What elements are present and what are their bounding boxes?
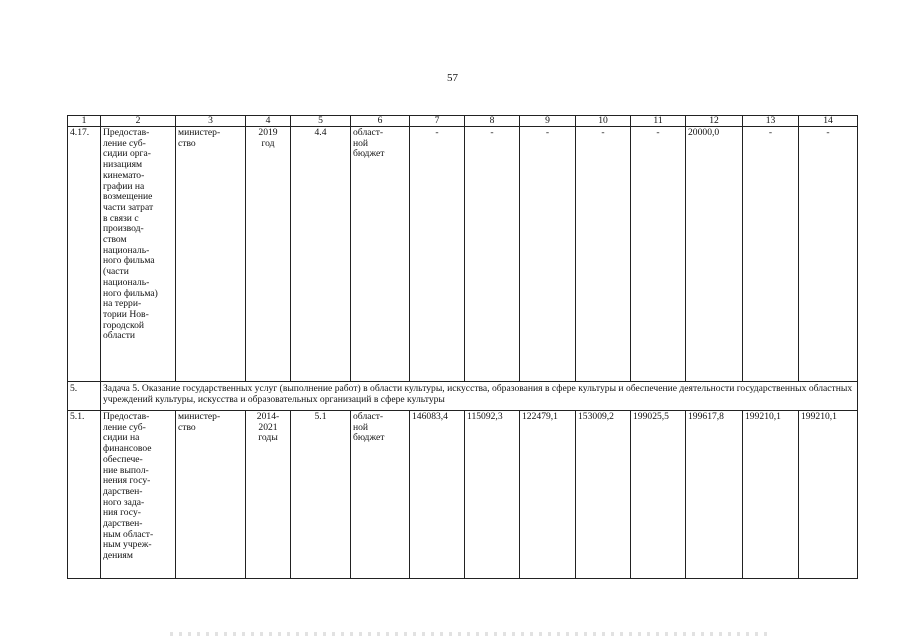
target-indicator: 4.4 bbox=[291, 127, 351, 382]
column-header: 7 bbox=[410, 116, 465, 127]
task-description: Задача 5. Оказание государственных услуг (выполнение работ) в области культуры, искусства, образования в сфере культуры и обеспечение деятельности государственных областных учреждений культуры, искусства и образовательных организаций в сфере культуры bbox=[101, 382, 858, 411]
value-cell: 122479,1 bbox=[520, 411, 576, 579]
table-row-task-5 bbox=[68, 382, 858, 411]
value-cell: - bbox=[465, 127, 520, 382]
row-number: 5.1. bbox=[68, 411, 101, 579]
column-header: 13 bbox=[743, 116, 799, 127]
value-cell: 199210,1 bbox=[743, 411, 799, 579]
period: 2019 год bbox=[246, 127, 291, 382]
column-number-row bbox=[68, 116, 858, 127]
measure-name: Предостав- ление суб- сидии на финансовое обеспече- ние выпол- нения госу- дарствен- ного зада- ния госу- дарствен- ным област- ным учреж- дениям bbox=[101, 411, 176, 579]
budget-table bbox=[67, 115, 858, 579]
table-row-4-17 bbox=[68, 127, 858, 382]
value-cell: - bbox=[743, 127, 799, 382]
value-cell: - bbox=[410, 127, 465, 382]
column-header: 3 bbox=[176, 116, 246, 127]
column-header: 12 bbox=[686, 116, 743, 127]
value-cell: 20000,0 bbox=[686, 127, 743, 382]
value-cell: - bbox=[576, 127, 631, 382]
column-header: 14 bbox=[799, 116, 858, 127]
row-number: 5. bbox=[68, 382, 101, 411]
value-cell: 199025,5 bbox=[631, 411, 686, 579]
column-header: 4 bbox=[246, 116, 291, 127]
table-row-5-1 bbox=[68, 411, 858, 579]
value-cell: 146083,4 bbox=[410, 411, 465, 579]
funding-source: област- ной бюджет bbox=[351, 411, 410, 579]
column-header: 8 bbox=[465, 116, 520, 127]
measure-name: Предостав- ление суб- сидии орга- низациям кинемато- графии на возмещение части затрат в связи с производ- ством националь- ного фильма (части националь- ного фильма) на терри- тории Нов- городской области bbox=[101, 127, 176, 382]
column-header: 5 bbox=[291, 116, 351, 127]
value-cell: 199617,8 bbox=[686, 411, 743, 579]
executor: министер- ство bbox=[176, 411, 246, 579]
column-header: 11 bbox=[631, 116, 686, 127]
funding-source: област- ной бюджет bbox=[351, 127, 410, 382]
value-cell: 115092,3 bbox=[465, 411, 520, 579]
period: 2014- 2021 годы bbox=[246, 411, 291, 579]
value-cell: 153009,2 bbox=[576, 411, 631, 579]
column-header: 1 bbox=[68, 116, 101, 127]
value-cell: - bbox=[520, 127, 576, 382]
column-header: 9 bbox=[520, 116, 576, 127]
value-cell: - bbox=[631, 127, 686, 382]
executor: министер- ство bbox=[176, 127, 246, 382]
row-number: 4.17. bbox=[68, 127, 101, 382]
target-indicator: 5.1 bbox=[291, 411, 351, 579]
value-cell: 199210,1 bbox=[799, 411, 858, 579]
column-header: 6 bbox=[351, 116, 410, 127]
column-header: 2 bbox=[101, 116, 176, 127]
value-cell: - bbox=[799, 127, 858, 382]
scan-noise bbox=[170, 632, 770, 636]
page-number: 57 bbox=[447, 72, 458, 84]
column-header: 10 bbox=[576, 116, 631, 127]
